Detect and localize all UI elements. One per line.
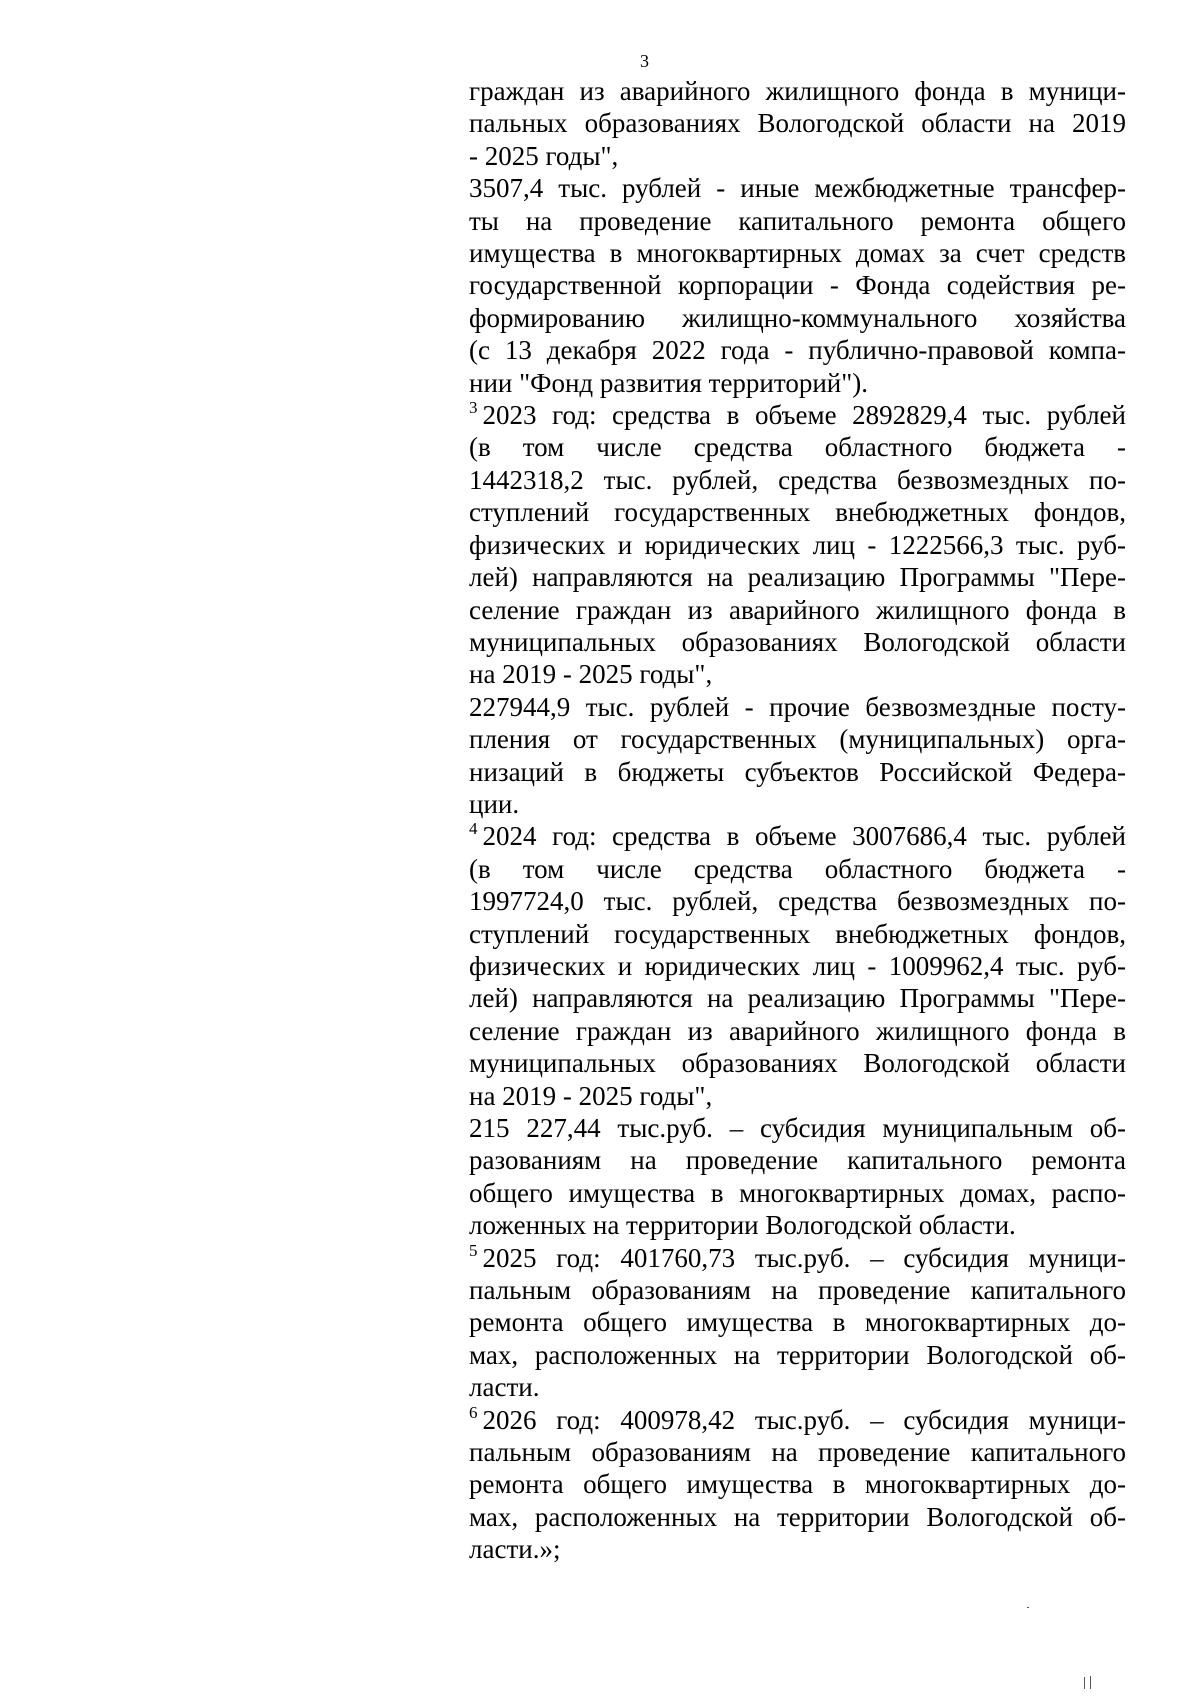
text-line: низаций в бюджеты субъектов Российской Федера- bbox=[469, 756, 1126, 787]
text-line: селение граждан из аварийного жилищного фонда в bbox=[469, 1015, 1126, 1046]
text-line: пальных образованиях Вологодской области на 2019 bbox=[469, 108, 1126, 139]
paragraph bbox=[469, 691, 1126, 821]
text-line: муниципальных образованиях Вологодской области bbox=[469, 1048, 1126, 1079]
text-line: физических и юридических лиц - 1222566,3 тыс. руб- bbox=[469, 529, 1126, 560]
text-line: (в том числе средства областного бюджета - bbox=[469, 853, 1126, 884]
footnote-marker: 5 bbox=[469, 1240, 478, 1260]
text-line: ремонта общего имущества в многоквартирных до- bbox=[469, 1469, 1126, 1500]
footnote-marker: 3 bbox=[469, 398, 478, 418]
text-line: имущества в многоквартирных домах за счет средств bbox=[469, 238, 1126, 269]
text-line: общего имущества в многоквартирных домах, распо- bbox=[469, 1177, 1126, 1208]
text-line: формированию жилищно-коммунального хозяйства bbox=[469, 302, 1126, 333]
text-line bbox=[469, 399, 1126, 431]
text-line: на 2019 - 2025 годы", bbox=[469, 659, 713, 690]
text-line bbox=[469, 1242, 1126, 1274]
paragraph bbox=[469, 1242, 1126, 1404]
text-line: ремонта общего имущества в многоквартирных до- bbox=[469, 1307, 1126, 1338]
text-line: ласти. bbox=[469, 1372, 540, 1403]
text-line: мах, расположенных на территории Вологодской об- bbox=[469, 1501, 1126, 1532]
scan-artifact bbox=[1084, 1677, 1085, 1689]
text-line-content: 2026 год: 400978,42 тыс.руб. – субсидия муници- bbox=[482, 1404, 1126, 1435]
paragraph bbox=[469, 399, 1126, 691]
text-line: пальным образованиям на проведение капитального bbox=[469, 1275, 1126, 1306]
footnote-marker: 4 bbox=[469, 819, 478, 839]
text-line: разованиям на проведение капитального ремонта bbox=[469, 1145, 1126, 1176]
paragraph bbox=[469, 75, 1126, 172]
document-text-column bbox=[469, 75, 1126, 1566]
text-line: (в том числе средства областного бюджета - bbox=[469, 432, 1126, 463]
text-line: нии "Фонд развития территорий"). bbox=[469, 367, 868, 398]
scan-artifact bbox=[1090, 1676, 1091, 1689]
text-line: мах, расположенных на территории Вологодской об- bbox=[469, 1339, 1126, 1370]
text-line: пления от государственных (муниципальных) орга- bbox=[469, 724, 1126, 755]
text-line: 215 227,44 тыс.руб. – субсидия муниципальным об- bbox=[469, 1113, 1126, 1143]
footnote-marker: 6 bbox=[469, 1402, 478, 1422]
text-line: 1442318,2 тыс. рублей, средства безвозмездных по- bbox=[469, 464, 1126, 495]
text-line: 3507,4 тыс. рублей - иные межбюджетные трансфер- bbox=[469, 173, 1126, 204]
text-line: ты на проведение капитального ремонта общего bbox=[469, 205, 1126, 236]
text-line: ложенных на территории Вологодской области. bbox=[469, 1210, 1016, 1241]
text-line-content: 2023 год: средства в объеме 2892829,4 тыс. рублей bbox=[482, 400, 1126, 431]
text-line: - 2025 годы", bbox=[469, 140, 619, 171]
scan-artifact bbox=[1027, 1607, 1029, 1608]
paragraph bbox=[469, 1404, 1126, 1566]
text-line: ступлений государственных внебюджетных фондов, bbox=[469, 918, 1126, 949]
text-line: ступлений государственных внебюджетных фондов, bbox=[469, 497, 1126, 528]
paragraph bbox=[469, 1112, 1126, 1242]
text-line: на 2019 - 2025 годы", bbox=[469, 1080, 713, 1111]
text-line-content: 2025 год: 401760,73 тыс.руб. – субсидия муници- bbox=[482, 1242, 1126, 1273]
text-line: 1997724,0 тыс. рублей, средства безвозмездных по- bbox=[469, 886, 1126, 917]
text-line: лей) направляются на реализацию Программы "Пере- bbox=[469, 562, 1126, 593]
text-line: ции. bbox=[469, 788, 520, 819]
text-line: ласти.»; bbox=[469, 1534, 561, 1565]
text-line: физических и юридических лиц - 1009962,4 тыс. руб- bbox=[469, 950, 1126, 981]
paragraph bbox=[469, 820, 1126, 1112]
paragraph bbox=[469, 172, 1126, 399]
text-line: (с 13 декабря 2022 года - публично-правовой компа- bbox=[469, 335, 1126, 366]
text-line: государственной корпорации - Фонда содействия ре- bbox=[469, 270, 1126, 301]
text-line: граждан из аварийного жилищного фонда в муници- bbox=[469, 76, 1126, 106]
text-line-content: 2024 год: средства в объеме 3007686,4 тыс. рублей bbox=[482, 821, 1126, 852]
text-line bbox=[469, 820, 1126, 852]
text-line bbox=[469, 1404, 1126, 1436]
text-line: муниципальных образованиях Вологодской области bbox=[469, 626, 1126, 657]
page-number: 3 bbox=[640, 51, 649, 71]
text-line: лей) направляются на реализацию Программы "Пере- bbox=[469, 983, 1126, 1014]
text-line: пальным образованиям на проведение капитального bbox=[469, 1437, 1126, 1468]
text-line: селение граждан из аварийного жилищного фонда в bbox=[469, 594, 1126, 625]
text-line: 227944,9 тыс. рублей - прочие безвозмездные посту- bbox=[469, 691, 1126, 722]
